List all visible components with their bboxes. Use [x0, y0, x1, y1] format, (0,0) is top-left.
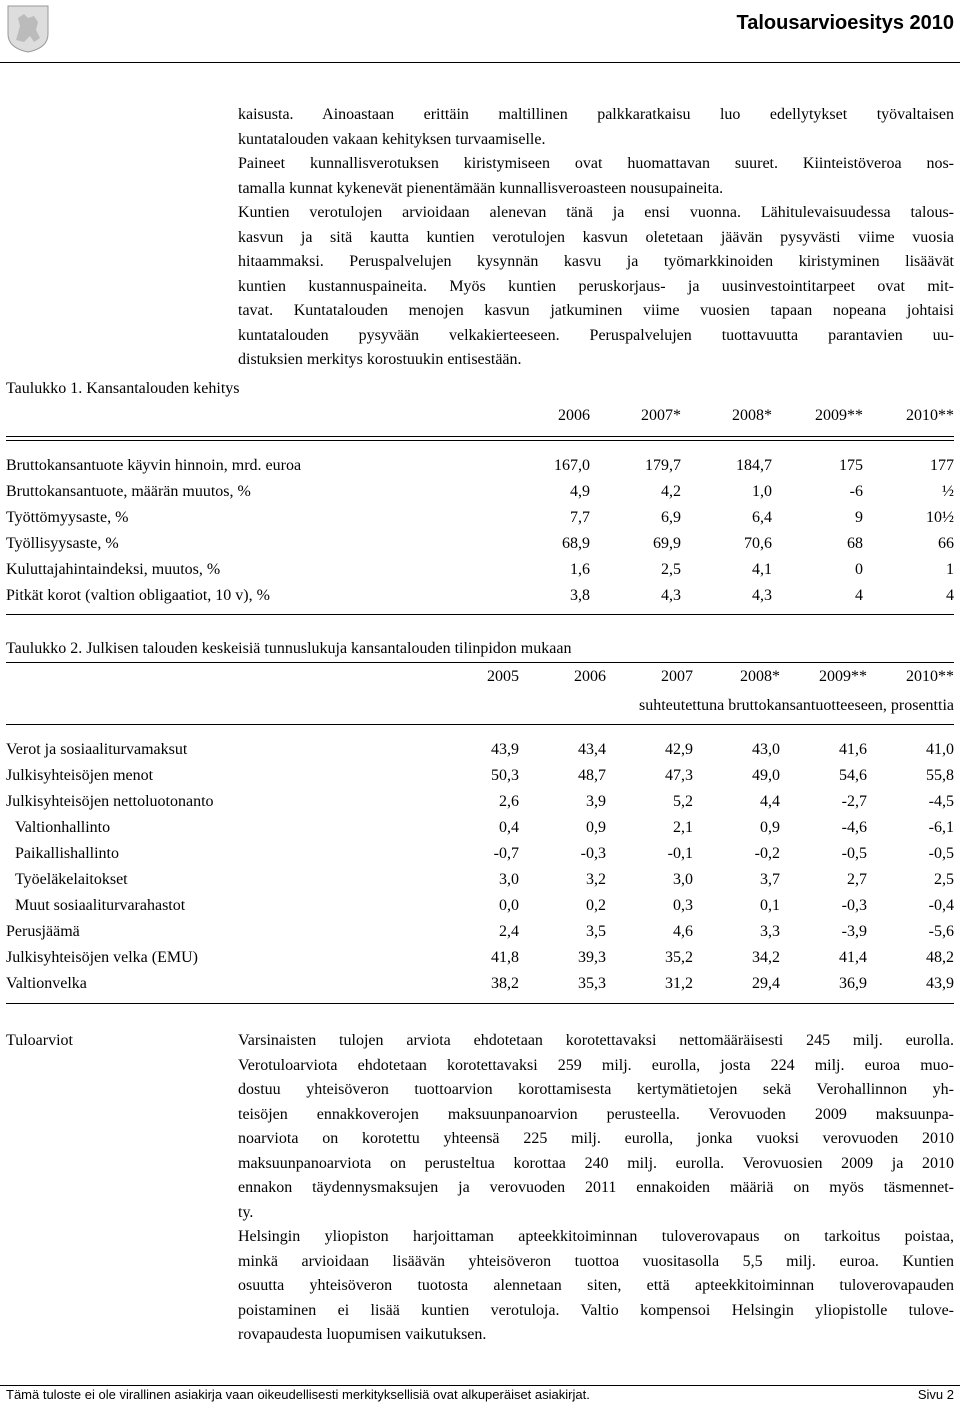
- paragraph-line: tavat. Kuntatalouden menojen kasvun jatkuminen viime vuosien tapaan nopeana johtaisi: [238, 302, 954, 319]
- cell-value: 70,6: [744, 535, 772, 552]
- cell-value: 0,9: [586, 819, 606, 836]
- paragraph-line: teisöjen ennakkoverojen maksuunpanoarvion perusteella. Verovuoden 2009 maksuunpa-: [238, 1105, 954, 1123]
- table-row: [6, 867, 954, 893]
- paragraph-line: kuntien kustannuspaineita. Myös kuntien peruskorjaus- ja uusinvestointitarpeet ovat mit-: [238, 277, 954, 295]
- cell-value: 43,0: [752, 741, 780, 758]
- cell-value: 50,3: [491, 767, 519, 784]
- cell-value: -0,2: [754, 845, 780, 862]
- paragraph-line: hitaammaksi. Peruspalvelujen kysynnän kasvu ja työmarkkinoiden kiristyminen lisäävät: [238, 253, 954, 270]
- table-row: [6, 893, 954, 919]
- paragraph-line: noarviota on korotettu yhteensä 225 milj. eurolla, jonka vuoksi verovuoden 2010: [238, 1130, 954, 1147]
- cell-value: 4,6: [673, 923, 693, 940]
- cell-value: -0,7: [493, 845, 519, 862]
- cell-value: 0: [855, 561, 863, 578]
- footer-divider: [0, 1385, 960, 1386]
- cell-value: -0,3: [841, 897, 867, 914]
- cell-value: 48,7: [578, 767, 606, 784]
- paragraph-line: Paineet kunnallisverotuksen kiristymiseen ovat huomattavan suuret. Kiinteistöveroa nos-: [238, 155, 954, 172]
- cell-value: 31,2: [665, 975, 693, 992]
- cell-value: 4: [946, 587, 954, 604]
- paragraph-line: distuksien merkitys korostuukin entisestään.: [238, 351, 522, 368]
- cell-value: 6,9: [661, 509, 681, 526]
- cell-value: -3,9: [841, 923, 867, 940]
- paragraph-line: Varsinaisten tulojen arviota ehdotetaan korotettavaksi nettomääräisesti 245 milj. eurolla.: [238, 1032, 954, 1049]
- row-label: Muut sosiaaliturvarahastot: [15, 897, 186, 914]
- paragraph-line: tamalla kunnat kykenevät pienentämään kunnallisveroasteen nousupaineita.: [238, 179, 724, 197]
- paragraph-line: Verotuloarviota ehdotetaan korotettavaksi 259 milj. eurolla, josta 224 milj. euroa muo-: [238, 1056, 954, 1074]
- row-label: Julkisyhteisöjen velka (EMU): [6, 949, 198, 966]
- column-header-year: 2009**: [819, 668, 867, 685]
- document-title: Talousarvioesitys 2010: [736, 12, 954, 34]
- table1-caption: Taulukko 1. Kansantalouden kehitys: [6, 380, 240, 397]
- cell-value: 2,4: [499, 923, 519, 940]
- paragraph-line: kuntatalouden pysyvään velkakierteeseen. Peruspalvelujen tuottavuutta parantavien uu-: [238, 326, 954, 344]
- cell-value: 4,3: [752, 587, 772, 604]
- cell-value: 3,3: [760, 923, 780, 940]
- paragraph-line: Kuntien verotulojen arvioidaan alenevan tänä ja ensi vuonna. Lähitulevaisuudessa talous-: [238, 204, 954, 221]
- cell-value: 3,0: [673, 871, 693, 888]
- paragraph-line: minkä arvioidaan lisäävän yhteisöveron tuottoa vuositasolla 5,5 milj. euroa. Kuntien: [238, 1252, 954, 1270]
- table-row: [6, 479, 954, 505]
- paragraph-line: dostuu yhteisöveron tuottoarvion korottamisesta kertymätietojen sekä Verohallinnon yh-: [238, 1081, 954, 1098]
- paragraph-line: maksuunpanoarviota on perusteltua korottaa 240 milj. eurolla. Verovuosien 2009 ja 2010: [238, 1154, 954, 1172]
- table-row: [6, 763, 954, 789]
- cell-value: 7,7: [570, 509, 590, 526]
- cell-value: 3,5: [586, 923, 606, 940]
- paragraph-line: ennakon täydennysmaksujen ja verovuoden 2011 ennakoiden määriä on myös täsmennet-: [238, 1179, 954, 1196]
- paragraph-line: poistaminen ei lisää kuntien verotuloja. Valtio kompensoi Helsingin yliopistolle tulove-: [238, 1301, 954, 1319]
- table-row: [6, 919, 954, 945]
- table-row: [6, 557, 954, 583]
- table2-unit: suhteutettuna bruttokansantuotteeseen, prosenttia: [638, 697, 954, 714]
- cell-value: 39,3: [578, 949, 606, 966]
- table2: [6, 662, 954, 1004]
- cell-value: 3,7: [760, 871, 780, 888]
- cell-value: -0,1: [667, 845, 693, 862]
- table-row: [6, 531, 954, 557]
- cell-value: 4,4: [760, 793, 780, 810]
- paragraph-line: ty.: [238, 1203, 254, 1221]
- cell-value: 68: [847, 535, 863, 552]
- table-row: [6, 789, 954, 815]
- footer-disclaimer: Tämä tuloste ei ole virallinen asiakirja vaan oikeudellisesti merkityksellisiä ovat alkuperäiset asiakirjat.: [6, 1387, 590, 1402]
- row-label: Bruttokansantuote, määrän muutos, %: [6, 483, 251, 500]
- cell-value: -2,7: [841, 793, 867, 810]
- cell-value: 6,4: [752, 509, 772, 526]
- cell-value: 55,8: [926, 767, 954, 784]
- cell-value: 177: [930, 457, 954, 474]
- intro-text: [238, 103, 954, 373]
- table-row: [6, 815, 954, 841]
- row-label: Paikallishallinto: [15, 845, 119, 862]
- cell-value: 68,9: [562, 535, 590, 552]
- row-label: Julkisyhteisöjen nettoluotonanto: [6, 793, 214, 810]
- cell-value: 43,9: [491, 741, 519, 758]
- cell-value: 3,0: [499, 871, 519, 888]
- column-header-year: 2010**: [906, 407, 954, 424]
- cell-value: 35,2: [665, 949, 693, 966]
- table-row: [6, 971, 954, 997]
- cell-value: 167,0: [554, 457, 590, 474]
- table2-caption: Taulukko 2. Julkisen talouden keskeisiä tunnuslukuja kansantalouden tilinpidon mukaan: [6, 640, 572, 657]
- column-header-year: 2005: [487, 668, 519, 685]
- row-label: Verot ja sosiaaliturvamaksut: [6, 741, 188, 758]
- column-header-year: 2006: [558, 407, 590, 424]
- cell-value: 35,3: [578, 975, 606, 992]
- row-label: Valtionhallinto: [15, 819, 111, 836]
- tuloarviot-heading: Tuloarviot: [6, 1032, 73, 1049]
- column-header-year: 2007*: [641, 407, 681, 424]
- cell-value: 2,6: [499, 793, 519, 810]
- cell-value: 3,9: [586, 793, 606, 810]
- cell-value: 2,1: [673, 819, 693, 836]
- cell-value: 47,3: [665, 767, 693, 784]
- row-label: Kuluttajahintaindeksi, muutos, %: [6, 561, 221, 578]
- cell-value: 3,8: [570, 587, 590, 604]
- table2-header-row: [6, 664, 954, 690]
- cell-value: 41,8: [491, 949, 519, 966]
- cell-value: 4,1: [752, 561, 772, 578]
- cell-value: -0,5: [928, 845, 954, 862]
- paragraph-line: kasvun ja sitä kautta kuntien verotulojen kasvun oletetaan jäävän pysyvästi viime vuosia: [238, 228, 954, 246]
- cell-value: 29,4: [752, 975, 780, 992]
- cell-value: 54,6: [839, 767, 867, 784]
- cell-value: 38,2: [491, 975, 519, 992]
- column-header-year: 2007: [661, 668, 693, 685]
- row-label: Valtionvelka: [6, 975, 87, 992]
- footer: [6, 1387, 954, 1402]
- table2-unit-row: [6, 693, 954, 719]
- cell-value: -6,1: [928, 819, 954, 836]
- finnish-lion-coat-of-arms-icon: [6, 4, 50, 54]
- cell-value: 10½: [926, 509, 954, 526]
- cell-value: -4,6: [841, 819, 867, 836]
- cell-value: 2,5: [661, 561, 681, 578]
- column-header-year: 2009**: [815, 407, 863, 424]
- cell-value: 0,9: [760, 819, 780, 836]
- cell-value: 41,0: [926, 741, 954, 758]
- header-divider: [0, 62, 960, 63]
- cell-value: ½: [942, 483, 954, 500]
- table-row: [6, 583, 954, 609]
- cell-value: -6: [849, 483, 863, 500]
- cell-value: 66: [938, 535, 954, 552]
- table1: [6, 402, 954, 615]
- cell-value: 0,1: [760, 897, 780, 914]
- row-label: Työllisyysaste, %: [6, 535, 119, 552]
- cell-value: 0,3: [673, 897, 693, 914]
- column-header-year: 2008*: [732, 407, 772, 424]
- table-row: [6, 453, 954, 479]
- cell-value: 4,2: [661, 483, 681, 500]
- paragraph-line: rovapaudesta luopumisen vaikutuksen.: [238, 1326, 487, 1343]
- cell-value: 1,0: [752, 483, 772, 500]
- column-header-year: 2008*: [740, 668, 780, 685]
- cell-value: 36,9: [839, 975, 867, 992]
- cell-value: 42,9: [665, 741, 693, 758]
- tuloarviot-text: [238, 1029, 954, 1348]
- paragraph-line: kaisusta. Ainoastaan erittäin maltillinen palkkaratkaisu luo edellytykset työvaltaisen: [238, 106, 954, 123]
- cell-value: 49,0: [752, 767, 780, 784]
- table-row: [6, 841, 954, 867]
- cell-value: -5,6: [928, 923, 954, 940]
- cell-value: -0,3: [580, 845, 606, 862]
- cell-value: 41,6: [839, 741, 867, 758]
- paragraph-line: osuutta yhteisöveron tuotosta alennetaan siten, että apteekkitoiminnan tuloverovapauden: [238, 1277, 954, 1294]
- cell-value: 175: [839, 457, 863, 474]
- cell-value: 5,2: [673, 793, 693, 810]
- cell-value: 2,7: [847, 871, 867, 888]
- cell-value: 41,4: [839, 949, 867, 966]
- table-row: [6, 505, 954, 531]
- cell-value: 48,2: [926, 949, 954, 966]
- cell-value: 4,9: [570, 483, 590, 500]
- cell-value: 69,9: [653, 535, 681, 552]
- row-label: Perusjäämä: [6, 923, 80, 940]
- cell-value: -4,5: [928, 793, 954, 810]
- row-label: Julkisyhteisöjen menot: [6, 767, 154, 784]
- row-label: Bruttokansantuote käyvin hinnoin, mrd. euroa: [6, 457, 302, 474]
- cell-value: 4: [855, 587, 863, 604]
- paragraph-line: kuntatalouden vakaan kehityksen turvaamiselle.: [238, 130, 546, 148]
- table-row: [6, 945, 954, 971]
- cell-value: 34,2: [752, 949, 780, 966]
- cell-value: 1,6: [570, 561, 590, 578]
- page-number: Sivu 2: [917, 1387, 954, 1402]
- cell-value: 9: [855, 509, 863, 526]
- cell-value: -0,5: [841, 845, 867, 862]
- cell-value: 184,7: [736, 457, 772, 474]
- cell-value: 0,4: [499, 819, 519, 836]
- column-header-year: 2010**: [906, 668, 954, 685]
- cell-value: 43,9: [926, 975, 954, 992]
- column-header-year: 2006: [574, 668, 606, 685]
- cell-value: 0,0: [499, 897, 519, 914]
- cell-value: 179,7: [645, 457, 681, 474]
- row-label: Työttömyysaste, %: [6, 509, 129, 526]
- cell-value: 43,4: [578, 741, 606, 758]
- table1-header-row: [6, 402, 954, 430]
- cell-value: 2,5: [934, 871, 954, 888]
- cell-value: 0,2: [586, 897, 606, 914]
- cell-value: 1: [946, 561, 954, 578]
- cell-value: 3,2: [586, 871, 606, 888]
- cell-value: -0,4: [928, 897, 954, 914]
- cell-value: 4,3: [661, 587, 681, 604]
- table-row: [6, 737, 954, 763]
- row-label: Pitkät korot (valtion obligaatiot, 10 v), %: [6, 587, 270, 604]
- paragraph-line: Helsingin yliopiston harjoittaman apteekkitoiminnan tuloverovapaus on tarkoitus poistaa,: [238, 1228, 954, 1245]
- row-label: Työeläkelaitokset: [15, 871, 128, 888]
